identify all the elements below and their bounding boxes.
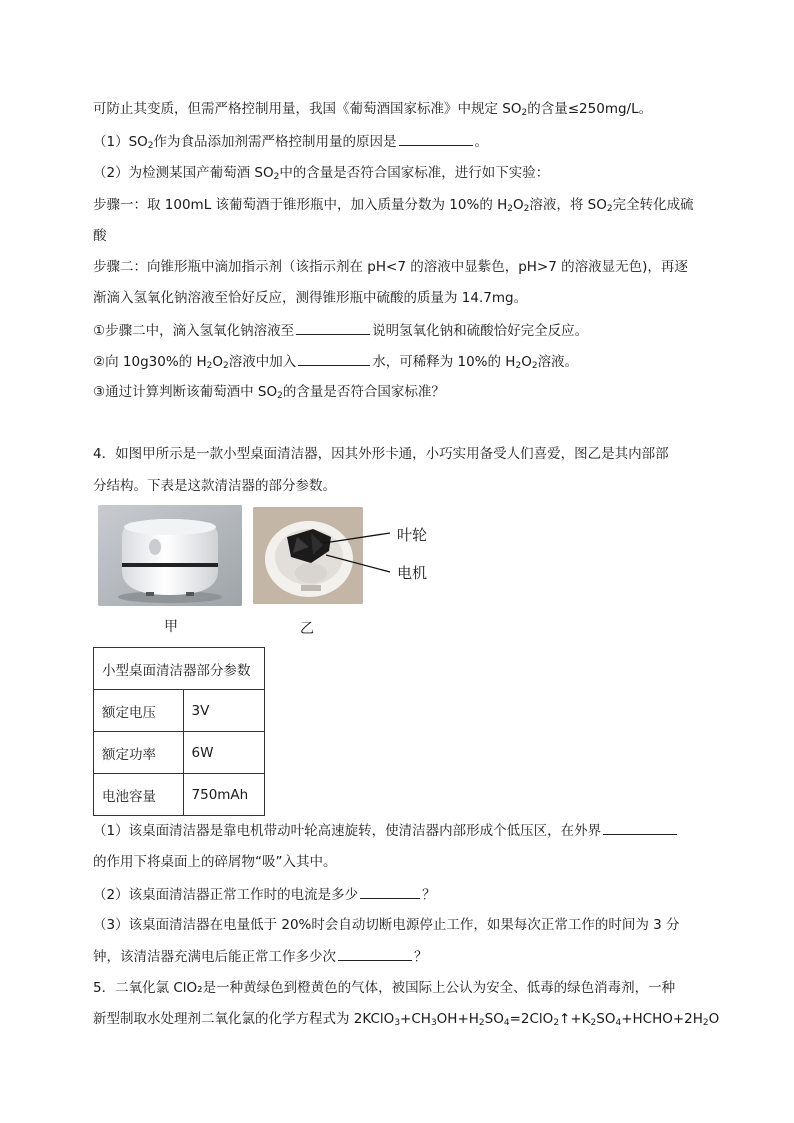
- table-title: 小型桌面清洁器部分参数: [94, 648, 265, 690]
- q3-sub-question-3: ③通过计算判断该葡萄酒中 $SO_2$的含量是否符合国家标准？: [93, 384, 445, 401]
- answer-blank[interactable]: [603, 820, 677, 835]
- cleaner-photo: [98, 505, 242, 606]
- q3-step1: 步骤一：取 100mL 该葡萄酒于锥形瓶中，加入质量分数为 10%的 $H_2O_2$溶液，将 $SO_2$完全转化成硫: [93, 197, 694, 214]
- answer-blank[interactable]: [338, 946, 412, 961]
- answer-blank[interactable]: [360, 884, 420, 899]
- q3-step2-cont: 渐滴入氢氧化钠溶液至恰好反应，测得锥形瓶中硫酸的质量为 14.7mg。: [93, 290, 528, 306]
- q4-part1-cont: 的作用下将桌面上的碎屑物“吸”入其中。: [93, 854, 337, 870]
- figure-caption-a: 甲: [164, 619, 178, 635]
- table-row: 额定电压 3V: [94, 690, 265, 732]
- impeller-label: 叶轮: [397, 526, 428, 544]
- q4-part1: （1）该桌面清洁器是靠电机带动叶轮高速旋转，使清洁器内部形成个低压区，在外界: [93, 820, 679, 841]
- answer-blank[interactable]: [296, 320, 370, 335]
- q3-intro-line: 可防止其变质，但需严格控制用量，我国《葡萄酒国家标准》中规定 $SO_2$的含量≤250mg/L。: [93, 101, 653, 118]
- q3-sub-question-1: ①步骤二中，滴入氢氧化钠溶液至 说明氢氧化钠和硫酸恰好完全反应。: [93, 320, 588, 341]
- table-title-row: [94, 648, 265, 690]
- table-row: 电池容量 750mAh: [94, 774, 265, 816]
- cleaner-illustration: [98, 505, 242, 606]
- table-row: 额定功率 6W: [94, 732, 265, 774]
- q5-equation-line: 新型制取水处理剂二氧化氯的化学方程式为 $2KClO_3+CH_3OH+H_2SO_4=2ClO_2↑+K_2SO_4+HCHO+2H_2O$: [93, 1011, 720, 1028]
- q4-intro-line1: 4．如图甲所示是一款小型桌面清洁器，因其外形卡通，小巧实用备受人们喜爱，图乙是其内部部: [93, 446, 669, 462]
- q4-intro-line2: 分结构。下表是这款清洁器的部分参数。: [93, 478, 336, 494]
- q3-part2: （2）为检测某国产葡萄酒 $SO_2$中的含量是否符合国家标准，进行如下实验：: [93, 165, 550, 182]
- answer-blank[interactable]: [399, 131, 473, 146]
- q4-part3: （3）该桌面清洁器在电量低于 20%时会自动切断电源停止工作，如果每次正常工作的时间为 3 分: [93, 917, 680, 933]
- q3-step1-cont: 酸: [93, 228, 107, 244]
- q3-sub-question-2: ②向 10g30%的 $H_2O_2$溶液中加入 水，可稀释为 10%的 $H_2O_2$溶液。: [93, 351, 578, 376]
- answer-blank[interactable]: [298, 351, 370, 366]
- q5-line1: 5．二氧化氯 ClO₂是一种黄绿色到橙黄色的气体，被国际上公认为安全、低毒的绿色消毒剂，一种: [93, 980, 676, 996]
- q3-part1: $(1)SO_2$作为食品添加剂需严格控制用量的原因是 。: [93, 131, 488, 156]
- figure-caption-b: 乙: [300, 621, 314, 637]
- q3-step2: 步骤二：向锥形瓶中滴加指示剂（该指示剂在 pH<7 的溶液中显紫色，pH>7 的溶液显无色)，再逐: [93, 259, 688, 275]
- parameter-table: [93, 647, 265, 816]
- q4-part2: （2）该桌面清洁器正常工作时的电流是多少 ？: [93, 884, 436, 905]
- callout-lines: [300, 525, 392, 577]
- motor-label: 电机: [397, 564, 428, 582]
- q4-part3-cont: 钟，该清洁器充满电后能正常工作多少次 ？: [93, 946, 428, 967]
